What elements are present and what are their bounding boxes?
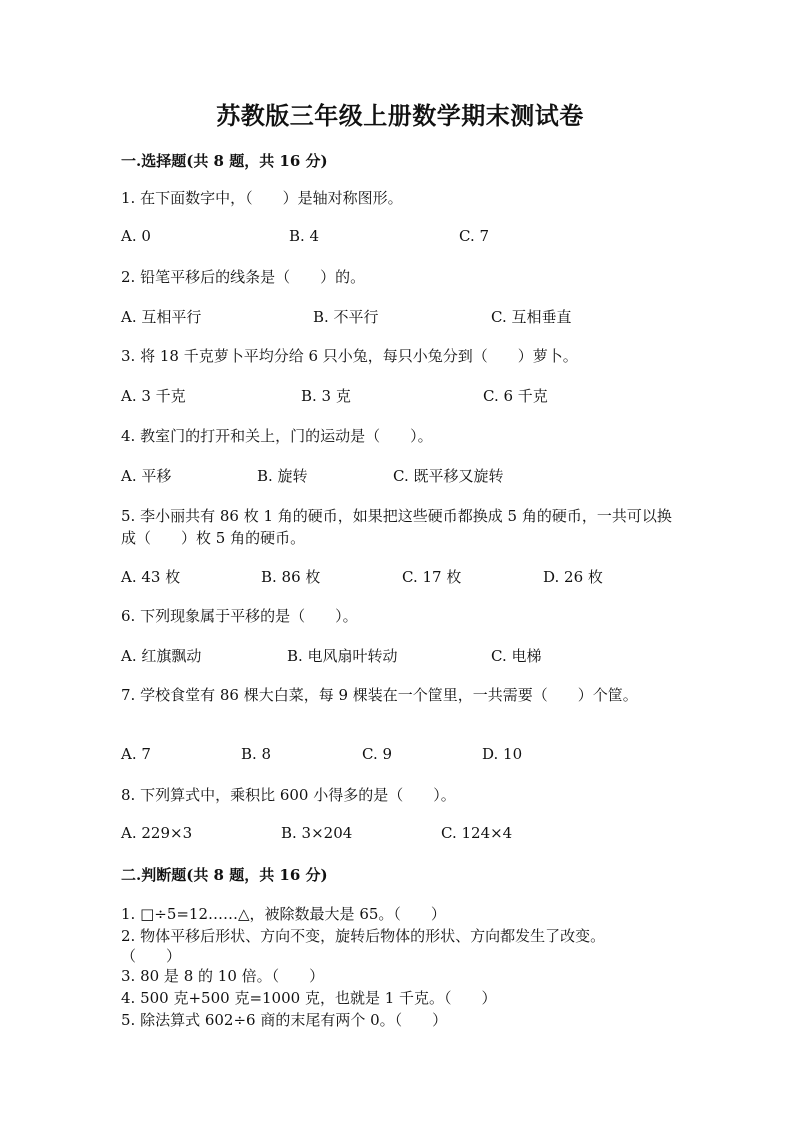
option: A. 7	[121, 745, 151, 763]
option: C. 既平移又旋转	[393, 467, 504, 485]
question-6: 6. 下列现象属于平移的是（ ）。	[121, 607, 358, 625]
tf-item-3: 3. 80 是 8 的 10 倍。（ ）	[121, 967, 325, 985]
options-6	[121, 645, 721, 667]
option: A. 互相平行	[121, 308, 202, 326]
options-3	[121, 385, 721, 407]
section-heading-choice: 一.选择题(共 8 题，共 16 分)	[121, 152, 328, 170]
tf-item-1: 1. □÷5=12……△，被除数最大是 65。（ ）	[121, 905, 446, 923]
page-title: 苏教版三年级上册数学期末测试卷	[216, 101, 584, 130]
option: B. 8	[241, 745, 272, 763]
option: B. 3×204	[281, 824, 353, 842]
options-1	[121, 227, 721, 249]
question-5: 5. 李小丽共有 86 枚 1 角的硬币，如果把这些硬币都换成 5 角的硬币，一共可以换成（ ）枚 5 角的硬币。	[121, 507, 672, 547]
option: C. 电梯	[491, 647, 542, 665]
options-8	[121, 824, 721, 846]
option: C. 124×4	[441, 824, 513, 842]
option: A. 0	[121, 227, 151, 245]
option: B. 电风扇叶转动	[287, 647, 398, 665]
question-7: 7. 学校食堂有 86 棵大白菜，每 9 棵装在一个筐里，一共需要（ ）个筐。	[121, 686, 638, 704]
option: B. 86 枚	[261, 568, 321, 586]
question-2: 2. 铅笔平移后的线条是（ ）的。	[121, 268, 366, 286]
question-3: 3. 将 18 千克萝卜平均分给 6 只小兔，每只小兔分到（ ）萝卜。	[121, 347, 578, 365]
option: D. 10	[482, 745, 523, 763]
option: A. 229×3	[121, 824, 193, 842]
option: B. 不平行	[313, 308, 379, 326]
option: A. 3 千克	[121, 387, 186, 405]
option: C. 17 枚	[402, 568, 462, 586]
option: B. 3 克	[301, 387, 351, 405]
tf-item-5: 5. 除法算式 602÷6 商的末尾有两个 0。（ ）	[121, 1011, 448, 1029]
option: B. 旋转	[257, 467, 308, 485]
option: A. 平移	[121, 467, 172, 485]
question-8: 8. 下列算式中，乘积比 600 小得多的是（ ）。	[121, 786, 456, 804]
question-1: 1. 在下面数字中，（ ）是轴对称图形。	[121, 189, 403, 207]
options-7	[121, 745, 721, 767]
option: A. 红旗飘动	[121, 647, 202, 665]
options-2	[121, 306, 721, 328]
option: D. 26 枚	[543, 568, 603, 586]
options-4	[121, 465, 721, 487]
option: A. 43 枚	[121, 568, 181, 586]
question-4: 4. 教室门的打开和关上，门的运动是（ ）。	[121, 427, 433, 445]
option: C. 互相垂直	[491, 308, 572, 326]
option: B. 4	[289, 227, 320, 245]
section-heading-truefalse: 二.判断题(共 8 题，共 16 分)	[121, 866, 328, 884]
tf-item-2: 2. 物体平移后形状、方向不变，旋转后物体的形状、方向都发生了改变。（ ）	[121, 927, 606, 965]
option: C. 9	[362, 745, 393, 763]
tf-item-4: 4. 500 克+500 克=1000 克，也就是 1 千克。（ ）	[121, 989, 497, 1007]
option: C. 7	[459, 227, 490, 245]
options-5	[121, 566, 721, 588]
option: C. 6 千克	[483, 387, 548, 405]
